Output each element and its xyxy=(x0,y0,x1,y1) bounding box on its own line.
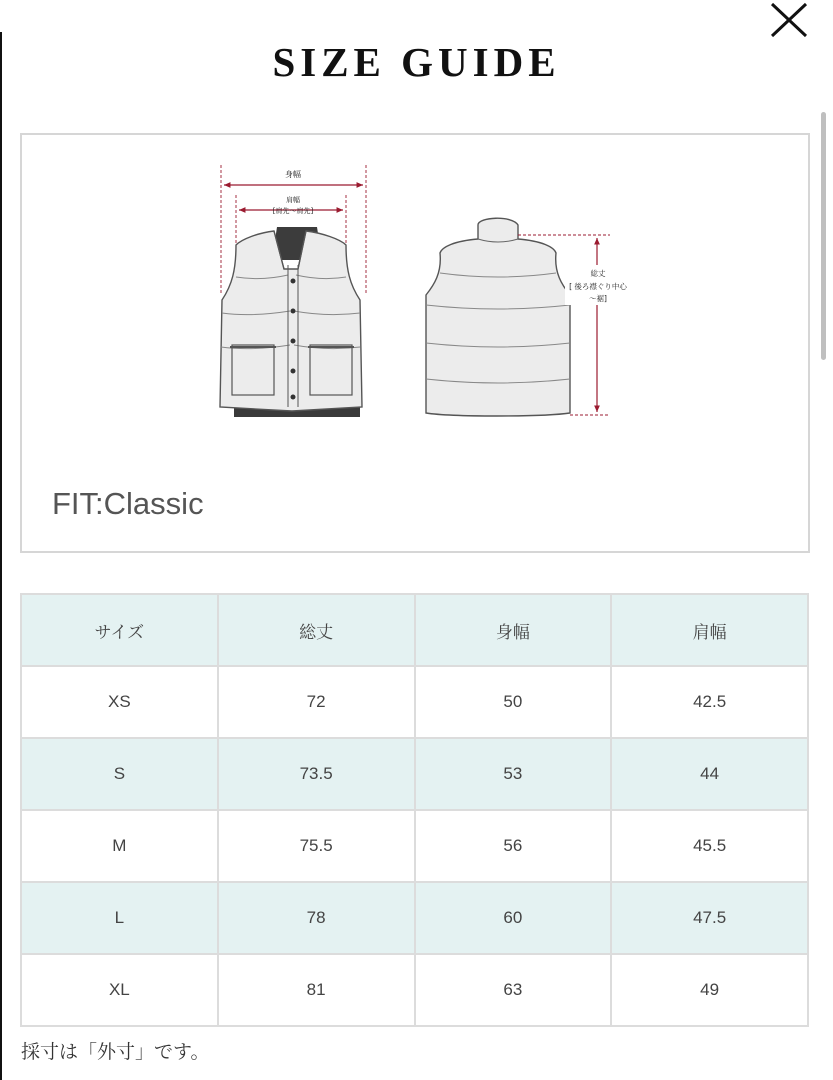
shoulder-sub-label: [肩先〜肩先] xyxy=(272,207,314,215)
shoulder-cell: 44 xyxy=(611,738,808,810)
close-button[interactable] xyxy=(766,0,812,40)
size-cell: L xyxy=(21,882,218,954)
fit-panel xyxy=(20,452,810,553)
close-icon xyxy=(766,0,812,40)
table-row xyxy=(21,810,808,882)
size-cell: XS xyxy=(21,666,218,738)
measurement-note: 採寸は「外寸」です。 xyxy=(21,1042,210,1063)
size-table xyxy=(20,593,809,1027)
fit-label: FIT:Classic xyxy=(52,486,204,521)
table-row xyxy=(21,954,808,1026)
table-row xyxy=(21,666,808,738)
length-cell: 73.5 xyxy=(218,738,415,810)
table-header-row xyxy=(21,594,808,666)
table-row xyxy=(21,738,808,810)
shoulder-label: 肩幅 xyxy=(286,196,300,204)
width-cell: 53 xyxy=(415,738,612,810)
length-sub-label-2: 〜裾] xyxy=(589,294,607,303)
window-left-edge xyxy=(0,32,2,1080)
length-sub-label-1: [ 後ろ襟ぐり中心 xyxy=(569,282,627,291)
header-cell-width: 身幅 xyxy=(415,594,612,666)
size-cell: M xyxy=(21,810,218,882)
size-cell: S xyxy=(21,738,218,810)
page-title: SIZE GUIDE xyxy=(272,39,561,85)
width-label: 身幅 xyxy=(285,170,301,179)
width-cell: 50 xyxy=(415,666,612,738)
shoulder-cell: 45.5 xyxy=(611,810,808,882)
size-cell: XL xyxy=(21,954,218,1026)
length-cell: 81 xyxy=(218,954,415,1026)
width-cell: 60 xyxy=(415,882,612,954)
shoulder-cell: 49 xyxy=(611,954,808,1026)
width-cell: 56 xyxy=(415,810,612,882)
length-cell: 78 xyxy=(218,882,415,954)
header-cell-size: サイズ xyxy=(21,594,218,666)
header-cell-shoulder: 肩幅 xyxy=(611,594,808,666)
vest-diagram xyxy=(22,135,808,453)
length-cell: 75.5 xyxy=(218,810,415,882)
vest-diagram-panel xyxy=(20,133,810,455)
scrollbar[interactable] xyxy=(821,112,826,360)
width-cell: 63 xyxy=(415,954,612,1026)
length-label: 総丈 xyxy=(590,269,606,278)
vest-back-illustration xyxy=(426,218,570,416)
header-cell-length: 総丈 xyxy=(218,594,415,666)
shoulder-cell: 42.5 xyxy=(611,666,808,738)
table-row xyxy=(21,882,808,954)
vest-front-illustration xyxy=(220,227,362,417)
length-cell: 72 xyxy=(218,666,415,738)
shoulder-cell: 47.5 xyxy=(611,882,808,954)
